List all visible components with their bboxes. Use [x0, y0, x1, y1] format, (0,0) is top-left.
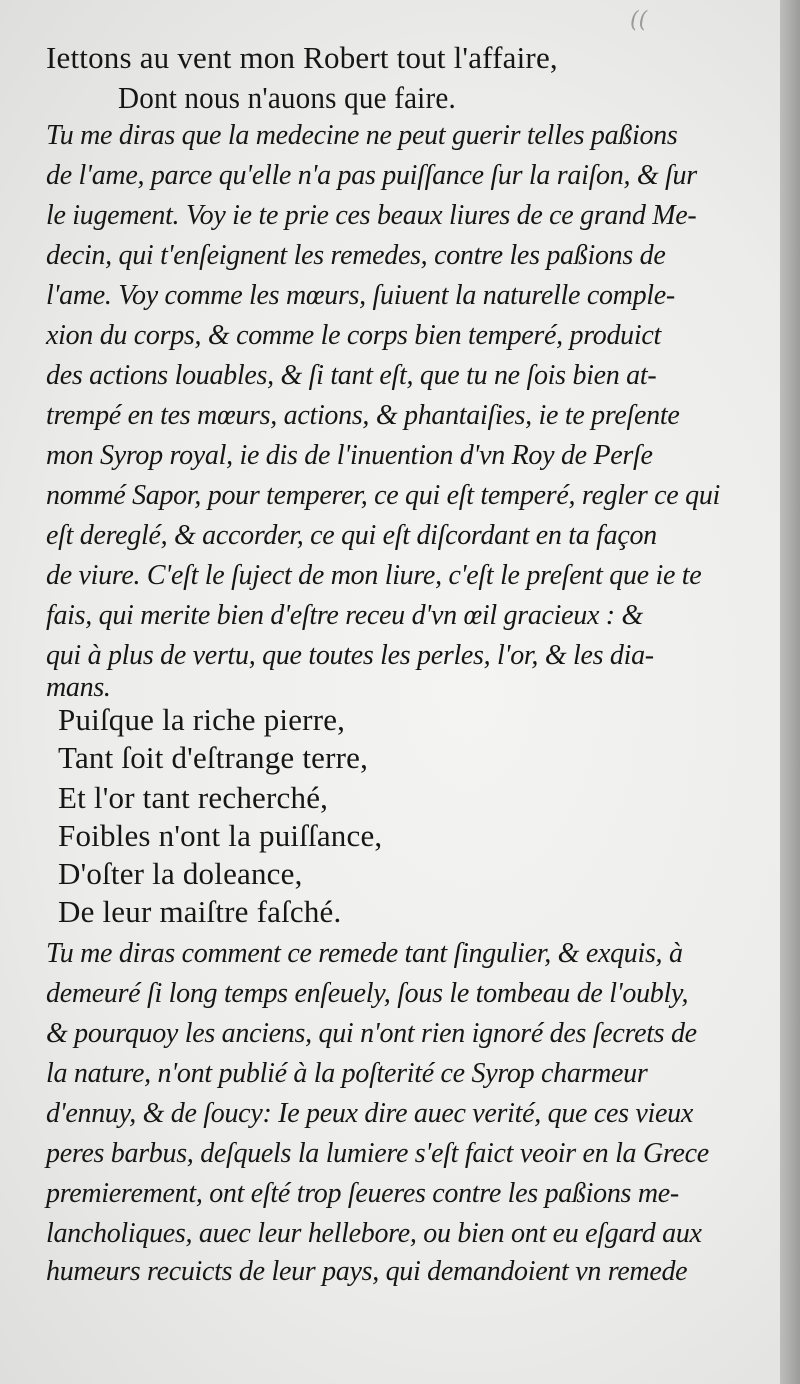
- text-line: decin, qui t'enſeignent les remedes, contre les paßions de: [46, 240, 666, 271]
- text-line: fais, qui merite bien d'eſtre receu d'vn œil gracieux : &: [46, 600, 643, 631]
- text-line: demeuré ſi long temps enſeuely, ſous le tombeau de l'oubly,: [46, 978, 689, 1009]
- text-line: Tu me diras comment ce remede tant ſingulier, & exquis, à: [46, 938, 683, 969]
- text-line: des actions louables, & ſi tant eſt, que tu ne ſois bien at-: [46, 360, 657, 391]
- text-line: nommé Sapor, pour temperer, ce qui eſt temperé, regler ce qui: [46, 480, 721, 511]
- text-line: Dont nous n'auons que faire.: [118, 80, 456, 115]
- text-line: d'ennuy, & de ſoucy: Ie peux dire auec verité, que ces vieux: [46, 1098, 693, 1129]
- text-line: lancholiques, auec leur hellebore, ou bien ont eu eſgard aux: [46, 1218, 702, 1249]
- text-line: mon Syrop royal, ie dis de l'inuention d'vn Roy de Perſe: [46, 440, 653, 471]
- text-line: & pourquoy les anciens, qui n'ont rien ignoré des ſecrets de: [46, 1018, 697, 1049]
- verse-line: D'oſter la doleance,: [58, 856, 303, 891]
- verse-line: Puiſque la riche pierre,: [58, 702, 346, 737]
- text-line: Iettons au vent mon Robert tout l'affaire,: [46, 40, 558, 75]
- text-line: eſt dereglé, & accorder, ce qui eſt diſcordant en ta façon: [46, 520, 657, 551]
- verse-line: Tant ſoit d'eſtrange terre,: [58, 740, 369, 775]
- verse-line: De leur maiſtre faſché.: [58, 894, 342, 929]
- text-line: de l'ame, parce qu'elle n'a pas puiſſance ſur la raiſon, & ſur: [46, 160, 697, 191]
- text-line: humeurs recuicts de leur pays, qui demandoient vn remede: [46, 1256, 688, 1287]
- verse-line: Et l'or tant recherché,: [58, 780, 329, 815]
- text-line: xion du corps, & comme le corps bien temperé, produict: [46, 320, 661, 351]
- text-line: peres barbus, deſquels la lumiere s'eſt faict veoir en la Grece: [46, 1138, 709, 1169]
- text-line: trempé en tes mœurs, actions, & phantaiſies, ie te preſente: [46, 400, 680, 431]
- text-line: le iugement. Voy ie te prie ces beaux liures de ce grand Me-: [46, 200, 697, 231]
- text-line: de viure. C'eſt le ſuject de mon liure, c'eſt le preſent que ie te: [46, 560, 702, 591]
- text-line: mans.: [46, 672, 111, 703]
- text-line: premierement, ont eſté trop ſeueres contre les paßions me-: [46, 1178, 679, 1209]
- text-line: l'ame. Voy comme les mœurs, ſuiuent la naturelle comple-: [46, 280, 675, 311]
- page-edge-shadow: [780, 0, 800, 1384]
- text-line: qui à plus de vertu, que toutes les perles, l'or, & les dia-: [46, 640, 654, 671]
- text-line: la nature, n'ont publié à la poſterité ce Syrop charmeur: [46, 1058, 648, 1089]
- verse-line: Foibles n'ont la puiſſance,: [58, 818, 383, 853]
- text-line: Tu me diras que la medecine ne peut guerir telles paßions: [46, 120, 678, 151]
- page-folio-mark: ((: [630, 8, 648, 33]
